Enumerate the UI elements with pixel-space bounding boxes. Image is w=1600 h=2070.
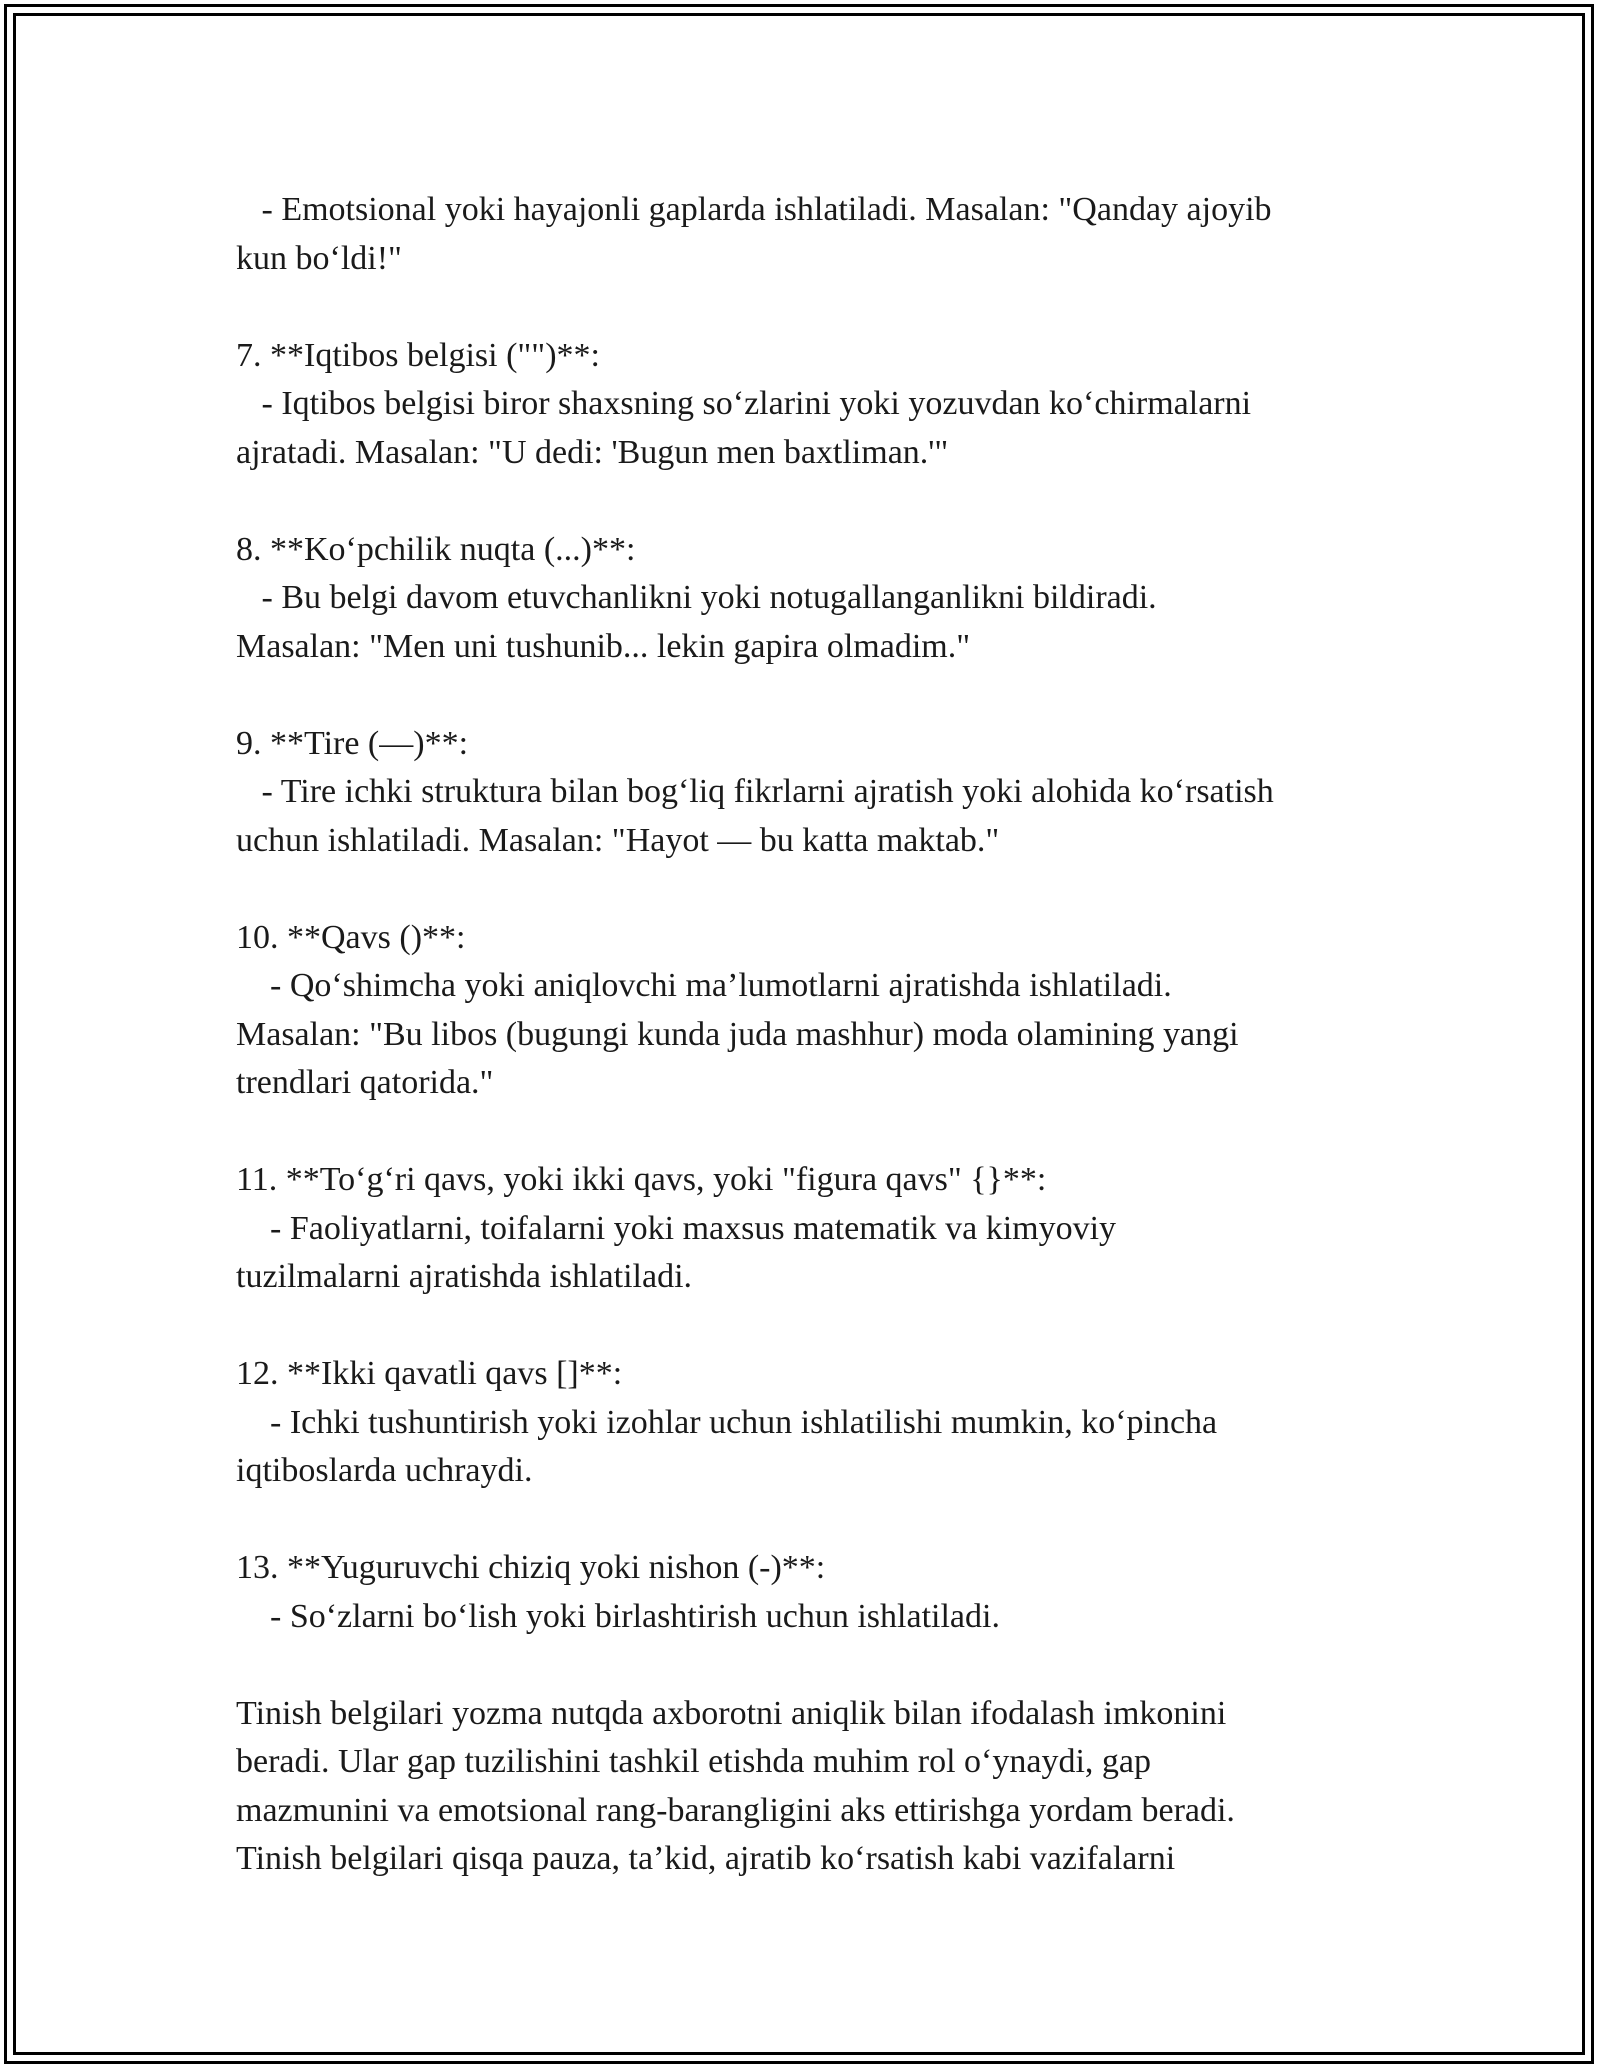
text-line: - Qo‘shimcha yoki aniqlovchi ma’lumotlarni ajratishda ishlatiladi. [236,967,1172,1004]
text-line: kun bo‘ldi!" [236,239,402,277]
text-line: ajratadi. Masalan: "U dedi: 'Bugun men baxtliman.'" [236,433,949,471]
item-heading: 10. **Qavs ()**: [236,918,466,956]
text-line: - Ichki tushuntirish yoki izohlar uchun ishlatilishi mumkin, ko‘pincha [236,1403,1218,1441]
text-line: Tinish belgilari yozma nutqda axborotni aniqlik bilan ifodalash imkonini [236,1694,1227,1732]
paragraph-gap [236,1496,1376,1545]
paragraph-gap [236,1641,1376,1690]
paragraph-gap [236,477,1376,526]
paragraph-gap [236,283,1376,332]
text-line: uchun ishlatiladi. Masalan: "Hayot — bu katta maktab." [236,821,1000,859]
item-heading: 9. **Tire (—)**: [236,724,469,762]
paragraph-gap [236,1108,1376,1157]
block-item-12-square-brackets [236,1350,1376,1496]
block-item-11-curly-braces [236,1156,1376,1302]
block-conclusion [236,1690,1376,1884]
document-body [236,186,1376,1884]
text-line: beradi. Ular gap tuzilishini tashkil etishda muhim rol o‘ynaydi, gap [236,1743,1151,1780]
item-heading: 7. **Iqtibos belgisi ("")**: [236,336,600,374]
text-line: Masalan: "Men uni tushunib... lekin gapira olmadim." [236,627,971,665]
text-line: - Tire ichki struktura bilan bog‘liq fikrlarni ajratish yoki alohida ko‘rsatish [236,773,1274,810]
text-line: Masalan: "Bu libos (bugungi kunda juda mashhur) moda olamining yangi [236,1015,1239,1053]
block-item-7-quotation-marks [236,332,1376,478]
block-item-13-hyphen [236,1544,1376,1641]
item-heading: 8. **Ko‘pchilik nuqta (...)**: [236,530,636,568]
text-line: trendlari qatorida." [236,1064,494,1101]
item-heading: 11. **To‘g‘ri qavs, yoki ikki qavs, yoki "figura qavs" {}**: [236,1161,1047,1198]
item-heading: 13. **Yuguruvchi chiziq yoki nishon (-)**: [236,1549,826,1586]
text-line: - Bu belgi davom etuvchanlikni yoki notugallanganlikni bildiradi. [236,579,1157,616]
block-item-10-parentheses [236,914,1376,1108]
text-line: - Emotsional yoki hayajonli gaplarda ishlatiladi. Masalan: "Qanday ajoyib [236,191,1272,228]
paragraph-gap [236,671,1376,720]
text-line: - So‘zlarni bo‘lish yoki birlashtirish uchun ishlatiladi. [236,1597,1000,1635]
block-item-9-dash [236,720,1376,866]
item-heading: 12. **Ikki qavatli qavs []**: [236,1355,623,1392]
text-line: mazmunini va emotsional rang-barangligini aks ettirishga yordam beradi. [236,1791,1235,1829]
block-emotional-usage [236,186,1376,283]
paragraph-gap [236,1302,1376,1351]
block-item-8-ellipsis [236,526,1376,672]
paragraph-gap [236,865,1376,914]
text-line: tuzilmalarni ajratishda ishlatiladi. [236,1258,693,1295]
text-line: - Iqtibos belgisi biror shaxsning so‘zlarini yoki yozuvdan ko‘chirmalarni [236,385,1252,422]
text-line: - Faoliyatlarni, toifalarni yoki maxsus matematik va kimyoviy [236,1209,1117,1247]
text-line: Tinish belgilari qisqa pauza, ta’kid, ajratib ko‘rsatish kabi vazifalarni [236,1840,1176,1877]
text-line: iqtiboslarda uchraydi. [236,1452,533,1489]
